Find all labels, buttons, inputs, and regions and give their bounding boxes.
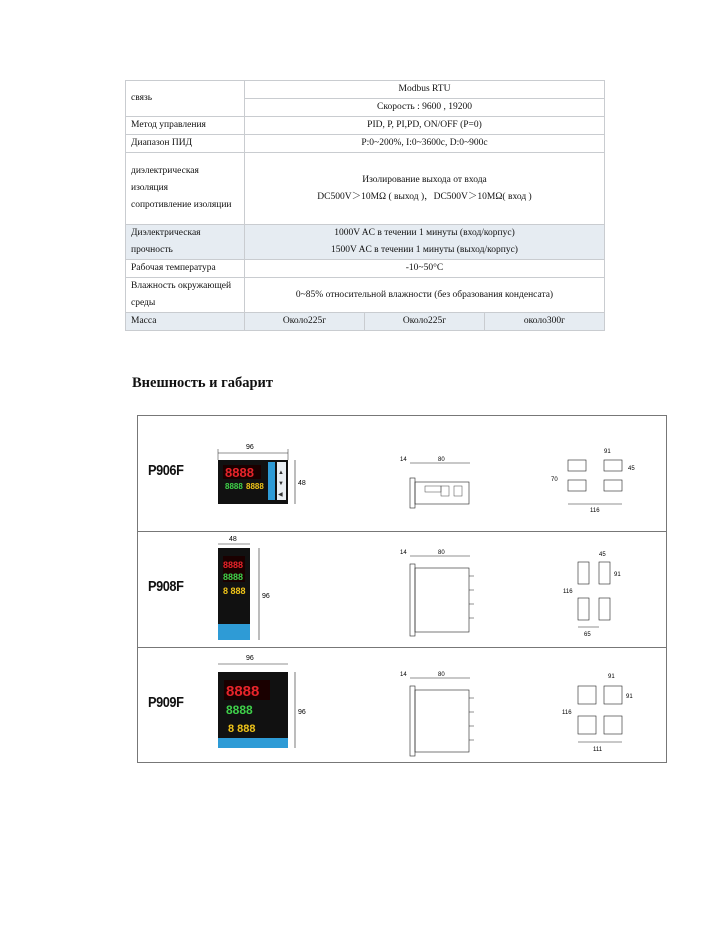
p909f-cutout-view: [562, 674, 633, 753]
p909f-side-view: [400, 672, 474, 756]
strength-label-line: прочность: [131, 245, 173, 255]
display-sv: 8888: [223, 572, 244, 582]
comm-label: связь: [126, 81, 245, 117]
control-value: PID, P, PI,PD, ON/OFF (P=0): [245, 117, 605, 135]
strength-value-line: 1000V AC в течении 1 минуты (вход/корпус): [334, 228, 515, 238]
pid-value: P:0~200%, I:0~3600c, D:0~900c: [245, 135, 605, 153]
temp-value: -10~50°C: [245, 260, 605, 278]
p908f-side-view: [400, 550, 474, 636]
strength-label-line: Диэлектрическая: [131, 228, 201, 238]
mass-value-p906f: Около225г: [245, 313, 365, 331]
p908f-front-view: [218, 536, 270, 640]
dim-height: 96: [262, 593, 270, 600]
humidity-label-line: Влажность окружающей: [131, 281, 232, 291]
insulation-value-line: DC500V＞10MΩ ( выход )，DC500V＞10MΩ( вход ): [317, 191, 532, 202]
dimensions-figure: [137, 415, 667, 763]
pid-label: Диапазон ПИД: [126, 135, 245, 153]
svg-text:▼: ▼: [278, 481, 284, 487]
temp-label: Рабочая температура: [126, 260, 245, 278]
model-name: P909F: [148, 694, 184, 711]
control-label: Метод управления: [126, 117, 245, 135]
svg-text:◀: ◀: [278, 492, 283, 498]
dim-cut-height: 91: [614, 572, 621, 578]
model-row-p909f: [138, 648, 666, 764]
svg-text:▲: ▲: [278, 470, 284, 476]
dim-bezel: 14: [400, 672, 407, 678]
display-pv: 8888: [223, 560, 244, 570]
p906f-side-view: [400, 457, 470, 508]
dim-pitch-y: 70: [551, 477, 558, 483]
dim-width: 48: [229, 536, 237, 543]
model-name: P906F: [148, 462, 184, 479]
display-mv: 8888: [246, 482, 264, 491]
dim-pitch-x: 111: [593, 747, 603, 753]
insulation-label-line: сопротивление изоляции: [131, 200, 232, 210]
strength-value-line: 1500V AC в течении 1 минуты (выход/корпус): [331, 245, 518, 255]
dim-width: 96: [246, 655, 254, 662]
humidity-label-line: среды: [131, 298, 156, 308]
humidity-label: [126, 278, 245, 313]
spec-table: [125, 80, 605, 331]
dim-pitch-x: 65: [584, 632, 591, 638]
insulation-label-line: изоляция: [131, 183, 169, 193]
dim-width: 96: [246, 444, 254, 451]
p908f-drawings: [138, 532, 666, 648]
p906f-front-view: [218, 444, 306, 504]
mass-value-p909f: около300г: [485, 313, 605, 331]
p909f-front-view: [218, 655, 306, 748]
dim-cut-width: 91: [608, 674, 615, 680]
dim-bezel: 14: [400, 550, 407, 556]
dim-pitch-x: 116: [590, 508, 600, 514]
p906f-drawings: [138, 416, 666, 532]
display-mv: 8 888: [223, 586, 246, 596]
display-mv: 8 888: [228, 723, 256, 735]
p906f-cutout-view: [551, 449, 635, 514]
mass-value-p908f: Около225г: [365, 313, 485, 331]
dim-pitch-y: 116: [562, 710, 572, 716]
p908f-cutout-view: [563, 552, 621, 638]
display-pv: 8888: [225, 465, 254, 480]
dim-bezel: 14: [400, 457, 407, 463]
p909f-drawings: [138, 648, 666, 764]
comm-speed: Скорость : 9600 , 19200: [245, 99, 605, 117]
model-row-p908f: [138, 532, 666, 648]
dim-height: 48: [298, 480, 306, 487]
dim-pitch-y: 116: [563, 589, 573, 595]
dim-depth: 80: [438, 550, 445, 556]
mass-label: Масса: [126, 313, 245, 331]
insulation-label-line: диэлектрическая: [131, 166, 199, 176]
comm-value: Modbus RTU: [245, 81, 605, 99]
dim-cut-height: 45: [628, 466, 635, 472]
insulation-label: [126, 153, 245, 225]
display-sv: 8888: [226, 703, 253, 717]
section-heading: Внешность и габарит: [132, 375, 274, 391]
model-name: P908F: [148, 578, 184, 595]
strength-value: [245, 225, 605, 260]
insulation-value-line: Изолирование выхода от входа: [362, 174, 487, 185]
dim-height: 96: [298, 709, 306, 716]
dim-cut-height: 91: [626, 694, 633, 700]
display-sv: 8888: [225, 482, 243, 491]
dim-cut-width: 91: [604, 449, 611, 455]
dim-depth: 80: [438, 457, 445, 463]
model-row-p906f: [138, 416, 666, 532]
dim-depth: 80: [438, 672, 445, 678]
insulation-value: [245, 153, 605, 225]
humidity-value: 0~85% относительной влажности (без образования конденсата): [245, 278, 605, 313]
display-pv: 8888: [226, 683, 260, 700]
dim-cut-width: 45: [599, 552, 606, 558]
strength-label: [126, 225, 245, 260]
